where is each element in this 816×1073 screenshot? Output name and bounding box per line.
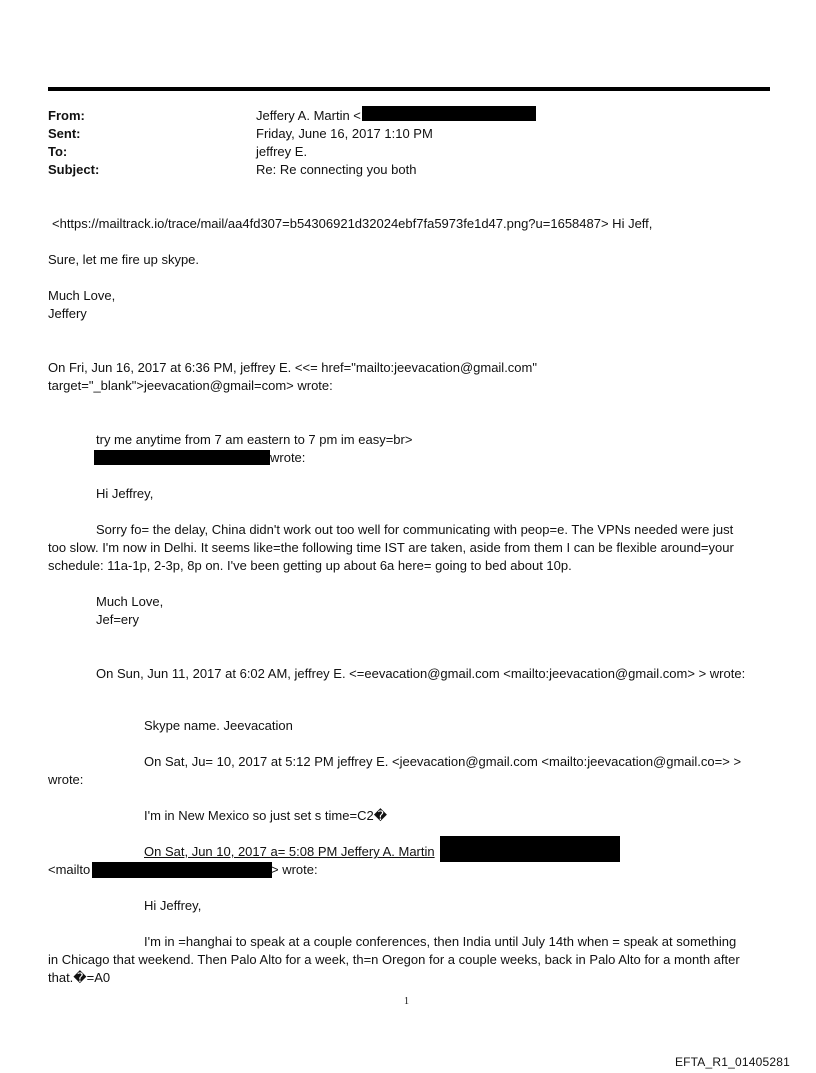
body-line-21a: <mailto: [48, 862, 91, 877]
body-line-20: On Sat, Jun 10, 2017 a= 5:08 PM Jeffery A. Martin: [144, 844, 435, 859]
from-label: From:: [48, 108, 85, 123]
body-line-6: target="_blank">jeevacation@gmail=com> wrote:: [48, 378, 333, 393]
subject-label: Subject:: [48, 162, 100, 177]
redaction-sender-line: [94, 450, 270, 465]
body-line-9: Hi Jeffrey,: [96, 486, 154, 501]
body-line-18: wrote:: [48, 772, 84, 787]
body-line-2: Sure, let me fire up skype.: [48, 252, 200, 267]
body-line-11: too slow. I'm now in Delhi. It seems like=the following time IST are taken, aside from them I can be flexible around=your: [48, 540, 734, 555]
body-line-23: I'm in =hanghai to speak at a couple conferences, then India until July 14th when = speak at something: [144, 934, 737, 949]
sent-label: Sent:: [48, 126, 81, 141]
subject-value: Re: Re connecting you both: [256, 162, 417, 177]
body-line-10: Sorry fo= the delay, China didn't work out too well for communicating with peop=e. The VPNs needed were just: [96, 522, 734, 537]
from-value: Jeffery A. Martin <: [256, 108, 361, 123]
body-line-19: I'm in New Mexico so just set s time=C2�: [144, 808, 388, 823]
body-line-14: Jef=ery: [96, 612, 139, 627]
body-line-24: in Chicago that weekend. Then Palo Alto for a week, th=n Oregon for a couple weeks, back in Palo Alto for a month after: [48, 952, 740, 967]
body-line-17: On Sat, Ju= 10, 2017 at 5:12 PM jeffrey E. <jeevacation@gmail.com <mailto:jeevacation@gmail.co=> >: [144, 754, 742, 769]
to-label: To:: [48, 144, 68, 159]
body-line-15: On Sun, Jun 11, 2017 at 6:02 AM, jeffrey E. <=eevacation@gmail.com <mailto:jeevacation@gmail.com> > wrote:: [96, 666, 746, 681]
body-line-25: that.�=A0: [48, 970, 111, 985]
sent-value: Friday, June 16, 2017 1:10 PM: [256, 126, 433, 141]
redaction-martin-email: [440, 836, 620, 862]
to-value: jeffrey E.: [256, 144, 308, 159]
body-line-5: On Fri, Jun 16, 2017 at 6:36 PM, jeffrey E. <<= href="mailto:jeevacation@gmail.com": [48, 360, 537, 375]
redaction-mailto: [92, 862, 272, 878]
body-line-16: Skype name. Jeevacation: [144, 718, 293, 733]
redaction-from-email: [362, 106, 536, 121]
body-line-3: Much Love,: [48, 288, 116, 303]
body-line-13: Much Love,: [96, 594, 164, 609]
header-rule: [48, 87, 770, 91]
body-line-7: try me anytime from 7 am eastern to 7 pm im easy=br>: [96, 432, 413, 447]
body-line-22: Hi Jeffrey,: [144, 898, 202, 913]
page-number: 1: [404, 996, 409, 1007]
body-line-1: <https://mailtrack.io/trace/mail/aa4fd307=b54306921d32024ebf7fa5973fe1d47.png?u=1658487> Hi Jeff,: [52, 216, 653, 231]
body-line-4: Jeffery: [48, 306, 87, 321]
body-line-21b: > wrote:: [271, 862, 318, 877]
footer-document-id: EFTA_R1_01405281: [674, 1055, 790, 1069]
body-line-8: wrote:: [270, 450, 306, 465]
body-line-12: schedule: 11a-1p, 2-3p, 8p on. I've been getting up about 6a here= going to bed about 10p.: [48, 558, 572, 573]
